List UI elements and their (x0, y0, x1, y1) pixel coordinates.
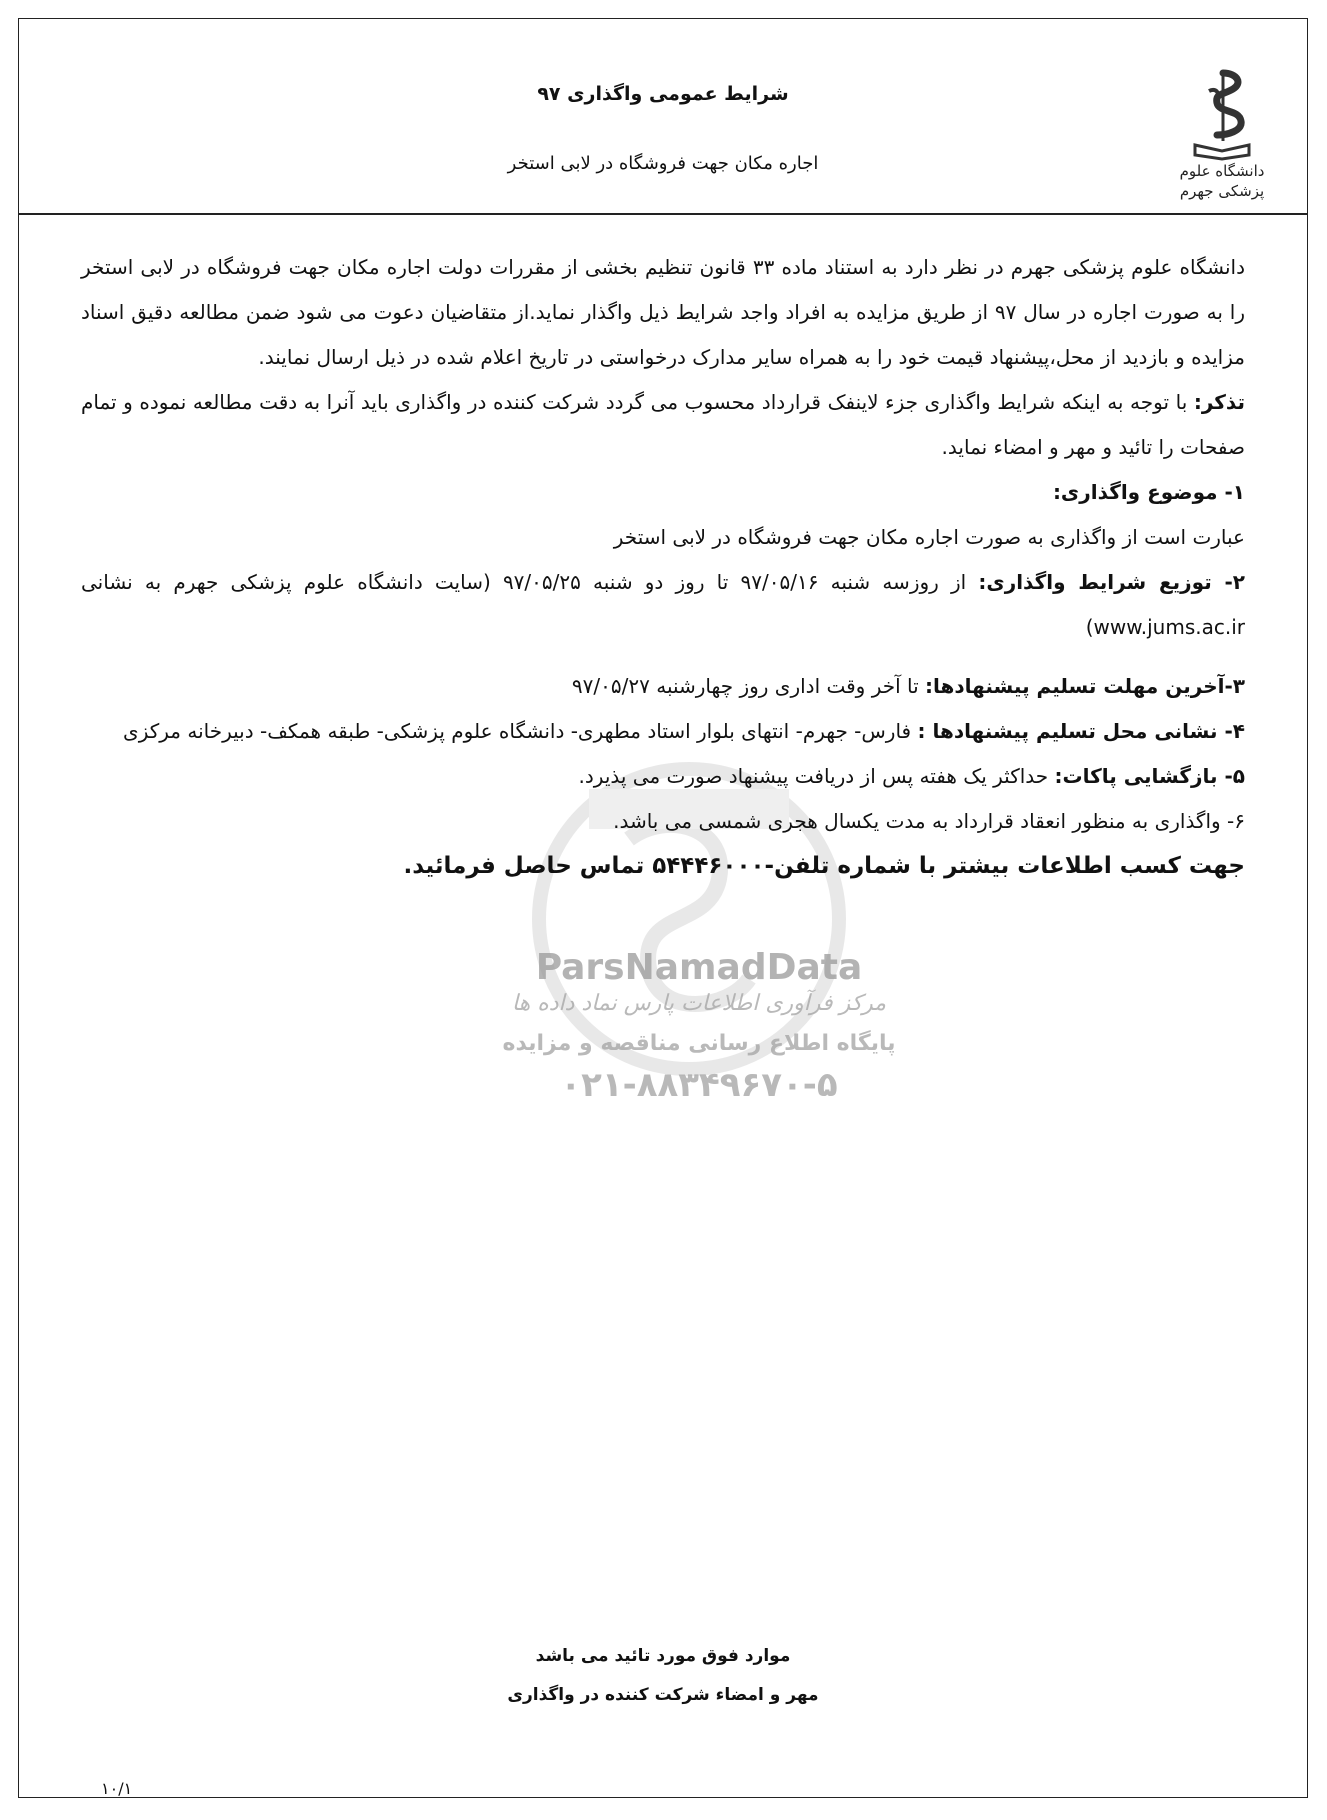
note-label: تذکر: (1193, 390, 1245, 414)
document-body (81, 245, 1245, 889)
section4-text: فارس- جهرم- انتهای بلوار استاد مطهری- دانشگاه علوم پزشکی- طبقه همکف- دبیرخانه مرکزی (123, 719, 918, 743)
section4-paragraph (81, 709, 1245, 754)
section3-paragraph (81, 664, 1245, 709)
watermark-phone: ۰۲۱-۸۸۳۴۹۶۷۰-۵ (560, 1065, 838, 1105)
section1-text: عبارت است از واگذاری به صورت اجاره مکان جهت فروشگاه در لابی استخر (613, 525, 1245, 549)
document-subtitle: اجاره مکان جهت فروشگاه در لابی استخر (507, 153, 819, 174)
section3-label: ۳-آخرین مهلت تسلیم پیشنهادها: (925, 674, 1245, 698)
section5-label: ۵- بازگشایی پاکات: (1054, 764, 1245, 788)
document-title: شرایط عمومی واگذاری ۹۷ (537, 83, 789, 105)
section6-paragraph: ۶- واگذاری به منظور انعقاد قرارداد به مدت یکسال هجری شمسی می باشد. (613, 809, 1245, 833)
note-paragraph (81, 380, 1245, 470)
logo-text-line1: دانشگاه علوم (1179, 162, 1265, 180)
intro-paragraph: دانشگاه علوم پزشکی جهرم در نظر دارد به استناد ماده ۳۳ قانون تنظیم بخشی از مقررات دولت اجاره مکان جهت فروشگاه در لابی استخر را به صورت اجاره در سال ۹۷ از طریق مزایده به افراد واجد شرایط ذیل واگذار نماید.از متقاضیان دعوت می شود ضمن مطالعه دقیق اسناد مزایده و بازدید از محل،پیشنهاد قیمت خود را به همراه سایر مدارک درخواستی در تاریخ اعلام شده در ذیل ارسال نمایند. (81, 255, 1246, 369)
approval-text: موارد فوق مورد تائید می باشد (535, 1646, 791, 1666)
watermark-brand: ParsNamadData (535, 947, 863, 988)
section5-paragraph (81, 754, 1245, 799)
section4-label: ۴- نشانی محل تسلیم پیشنهادها : (917, 719, 1245, 743)
contact-line: جهت کسب اطلاعات بیشتر با شماره تلفن-۵۴۴۴۶۰۰۰ تماس حاصل فرمائید. (403, 853, 1245, 879)
signature-block (19, 1637, 1307, 1715)
header-divider (19, 213, 1307, 215)
caduceus-logo-icon (1187, 69, 1257, 161)
section3-text: تا آخر وقت اداری روز چهارشنبه ۹۷/۰۵/۲۷ (571, 674, 926, 698)
signature-text: مهر و امضاء شرکت کننده در واگذاری (507, 1685, 819, 1705)
watermark-line1: مرکز فرآوری اطلاعات پارس نماد داده ها (511, 991, 887, 1016)
section2-paragraph (81, 560, 1245, 650)
section1-heading: ۱- موضوع واگذاری: (1052, 480, 1245, 504)
section5-text: حداکثر یک هفته پس از دریافت پیشنهاد صورت می پذیرد. (578, 764, 1055, 788)
page-number: ۱۰/۱ (101, 1779, 133, 1798)
note-text: با توجه به اینکه شرایط واگذاری جزء لاینفک قرارداد محسوب می گردد شرکت کننده در واگذاری باید آنرا به دقت مطالعه نموده و تمام صفحات را تائید و مهر و امضاء نماید. (81, 390, 1245, 459)
section2-text: از روزسه شنبه ۹۷/۰۵/۱۶ تا روز دو شنبه ۹۷/۰۵/۲۵ (سایت دانشگاه علوم پزشکی جهرم به نشانی www.jums.ac.ir) (81, 570, 1245, 639)
university-logo (1157, 69, 1287, 219)
logo-text-line2: پزشکی جهرم (1179, 182, 1265, 200)
document-page (18, 18, 1308, 1798)
section2-label: ۲- توزیع شرایط واگذاری: (978, 570, 1246, 594)
watermark-line2: پایگاه اطلاع رسانی مناقصه و مزایده (502, 1031, 896, 1056)
